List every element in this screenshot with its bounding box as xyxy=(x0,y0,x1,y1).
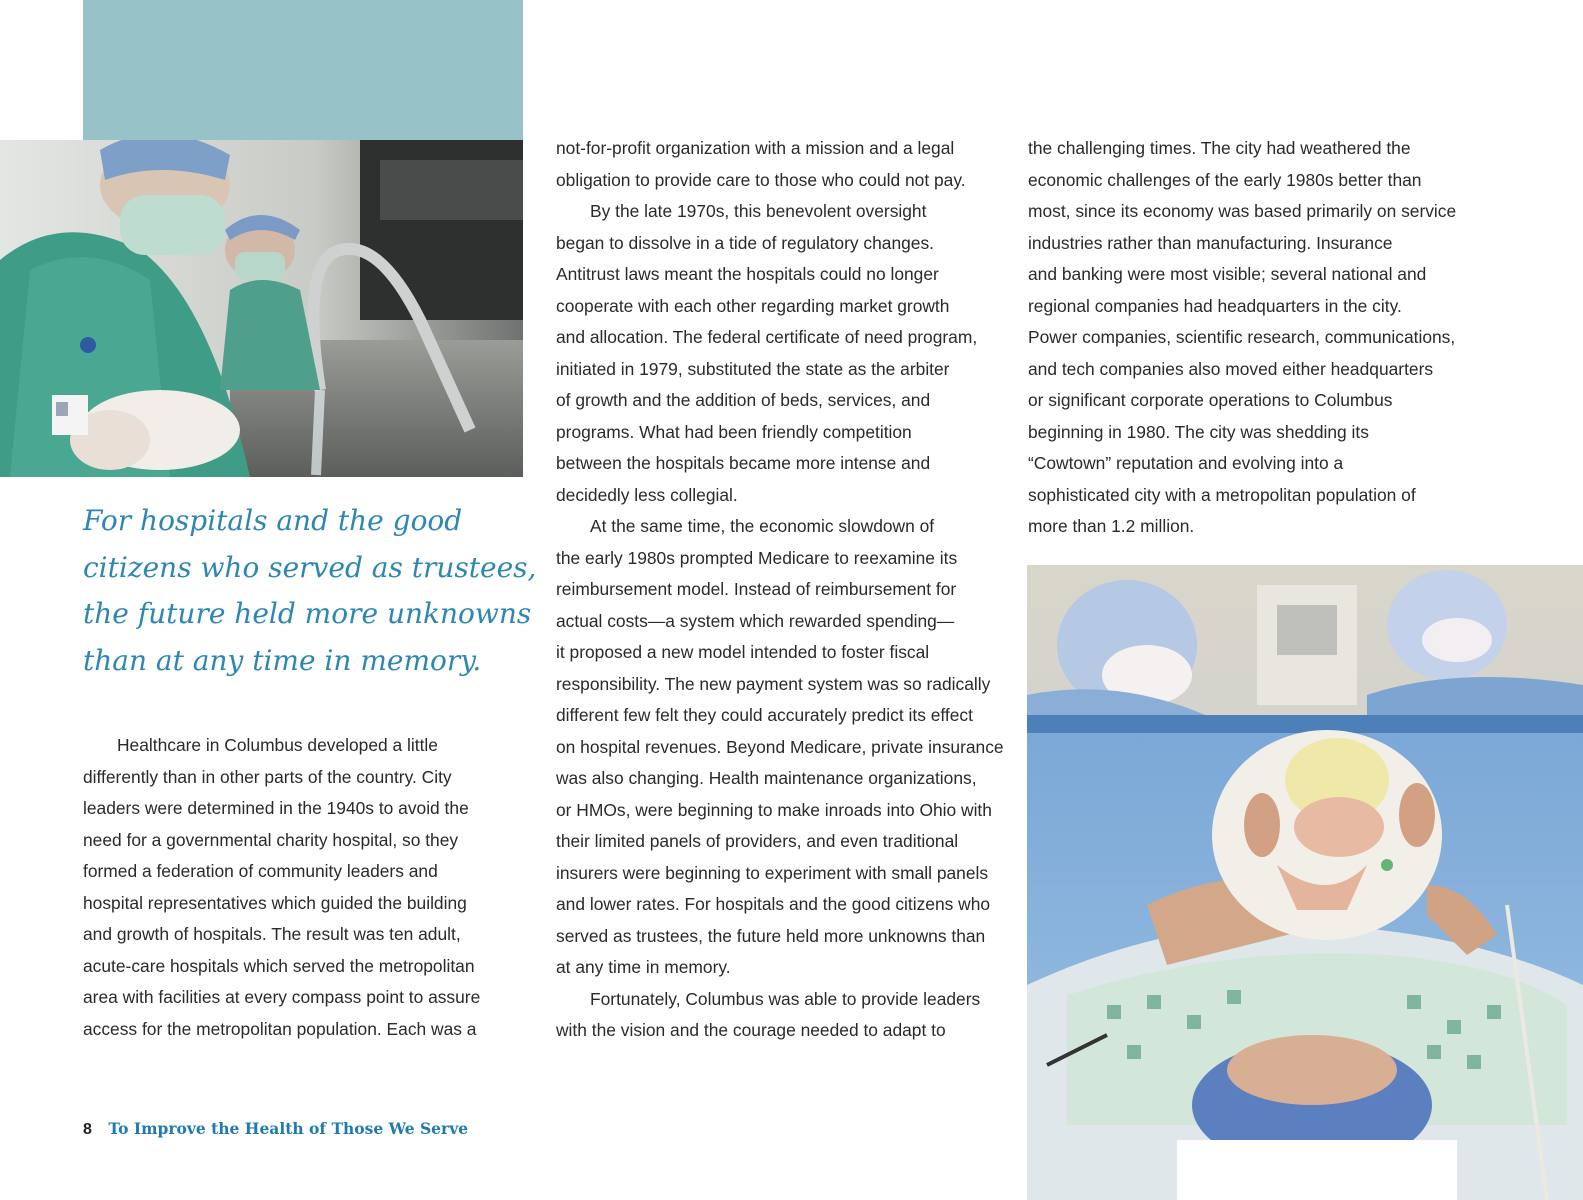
text-line: sophisticated city with a metropolitan population of xyxy=(1028,484,1416,505)
pull-quote-line: For hospitals and the good xyxy=(83,504,463,537)
text-line: more than 1.2 million. xyxy=(1028,516,1195,536)
pull-quote xyxy=(83,498,537,684)
text-line: at any time in memory. xyxy=(556,957,731,977)
text-line: their limited panels of providers, and even traditional xyxy=(556,831,959,851)
text-line: need for a governmental charity hospital, so they xyxy=(83,829,459,850)
text-line: and lower rates. For hospitals and the good citizens who xyxy=(556,894,991,914)
body-column-right xyxy=(1028,133,1478,543)
text-line: was also changing. Health maintenance organizations, xyxy=(556,768,977,788)
photo-surgeon-scrubbing xyxy=(0,140,523,477)
text-line: acute-care hospitals which served the metropolitan xyxy=(83,955,475,976)
text-line: differently than in other parts of the country. City xyxy=(83,766,452,787)
text-line: area with facilities at every compass point to assure xyxy=(83,987,481,1007)
text-line: most, since its economy was based primarily on service xyxy=(1028,201,1457,221)
text-line: hospital representatives which guided the building xyxy=(83,892,467,913)
pull-quote-line: the future held more unknowns xyxy=(83,597,532,630)
body-column-middle xyxy=(556,133,1006,1047)
text-line: regional companies had headquarters in the city. xyxy=(1028,295,1402,316)
text-line: At the same time, the economic slowdown of xyxy=(590,516,935,536)
page-number: 8 xyxy=(83,1121,92,1138)
newborn-delivery-illustration xyxy=(1027,565,1583,1200)
pull-quote-line: than at any time in memory. xyxy=(83,643,482,677)
text-line: Fortunately, Columbus was able to provide leaders xyxy=(590,988,981,1009)
text-line: beginning in 1980. The city was shedding its xyxy=(1028,421,1369,442)
text-line: leaders were determined in the 1940s to avoid the xyxy=(83,798,469,818)
text-line: economic challenges of the early 1980s better than xyxy=(1028,169,1422,190)
text-line: “Cowtown” reputation and evolving into a xyxy=(1028,453,1344,473)
text-line: actual costs—a system which rewarded spending— xyxy=(556,610,955,631)
text-line: the early 1980s prompted Medicare to reexamine its xyxy=(556,547,958,568)
text-line: and tech companies also moved either headquarters xyxy=(1028,358,1434,379)
text-line: between the hospitals became more intense and xyxy=(556,453,931,473)
text-line: reimbursement model. Instead of reimbursement for xyxy=(556,579,957,599)
text-line: on hospital revenues. Beyond Medicare, private insurance xyxy=(556,736,1004,757)
pull-quote-line: citizens who served as trustees, xyxy=(83,550,537,584)
text-line: cooperate with each other regarding market growth xyxy=(556,295,950,316)
text-line: or HMOs, were beginning to make inroads into Ohio with xyxy=(556,799,992,820)
text-line: and growth of hospitals. The result was ten adult, xyxy=(83,924,461,944)
text-line: decidedly less collegial. xyxy=(556,484,738,505)
text-line: began to dissolve in a tide of regulatory changes. xyxy=(556,232,935,253)
text-line: programs. What had been friendly competition xyxy=(556,421,912,442)
text-line: of growth and the addition of beds, services, and xyxy=(556,390,931,410)
text-line: insurers were beginning to experiment with small panels xyxy=(556,862,989,883)
text-line: served as trustees, the future held more unknowns than xyxy=(556,925,986,946)
running-title: To Improve the Health of Those We Serve xyxy=(108,1119,469,1138)
text-line: or significant corporate operations to Columbus xyxy=(1028,390,1393,410)
text-line: formed a federation of community leaders and xyxy=(83,861,438,881)
text-line: By the late 1970s, this benevolent oversight xyxy=(590,201,927,221)
body-column-left xyxy=(83,730,513,1045)
teal-header-block xyxy=(83,0,523,140)
surgeon-scrubbing-illustration xyxy=(0,140,523,477)
text-line: obligation to provide care to those who could not pay. xyxy=(556,169,966,190)
text-line: the challenging times. The city had weathered the xyxy=(1028,138,1411,158)
photo-newborn-delivery xyxy=(1027,565,1583,1200)
text-line: access for the metropolitan population. Each was a xyxy=(83,1018,477,1039)
text-line: industries rather than manufacturing. Insurance xyxy=(1028,232,1393,253)
text-line: Power companies, scientific research, communications, xyxy=(1028,327,1456,347)
text-line: Antitrust laws meant the hospitals could no longer xyxy=(556,264,939,284)
text-line: and banking were most visible; several national and xyxy=(1028,264,1427,284)
text-line: initiated in 1979, substituted the state as the arbiter xyxy=(556,358,950,379)
text-line: and allocation. The federal certificate of need program, xyxy=(556,327,978,347)
text-line: it proposed a new model intended to foster fiscal xyxy=(556,642,930,662)
text-line: different few felt they could accurately predict its effect xyxy=(556,705,973,725)
text-line: responsibility. The new payment system was so radically xyxy=(556,673,991,694)
page-footer xyxy=(83,1119,468,1140)
text-line: not-for-profit organization with a mission and a legal xyxy=(556,138,955,158)
text-line: Healthcare in Columbus developed a little xyxy=(117,735,438,755)
text-line: with the vision and the courage needed to adapt to xyxy=(556,1020,946,1040)
